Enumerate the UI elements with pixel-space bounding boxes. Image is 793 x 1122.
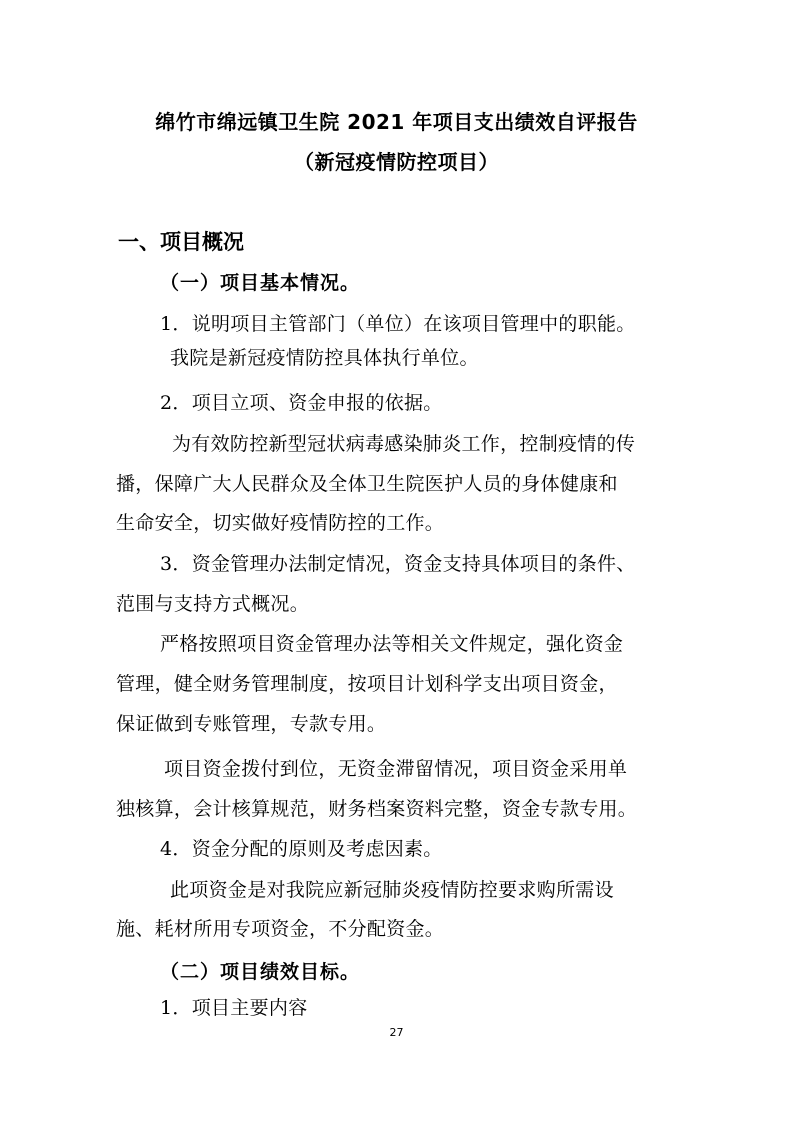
paragraph-line: 管理，健全财务管理制度，按项目计划科学支出项目资金， [116, 673, 618, 695]
paragraph-line: 4．资金分配的原则及考虑因素。 [160, 838, 443, 860]
paragraph-line: 项目资金拨付到位，无资金滞留情况，项目资金采用单 [164, 758, 628, 780]
report-title: 绵竹市绵远镇卫生院 2021 年项目支出绩效自评报告 [155, 110, 638, 134]
paragraph-line: 3．资金管理办法制定情况，资金支持具体项目的条件、 [160, 553, 636, 575]
paragraph-line: 独核算，会计核算规范，财务档案资料完整，资金专款专用。 [116, 798, 638, 820]
paragraph-line: 施、耗材所用专项资金，不分配资金。 [116, 918, 445, 940]
paragraph-line: 1．项目主要内容 [160, 997, 308, 1019]
section-heading-overview: 一、项目概况 [118, 230, 244, 254]
paragraph-line: 为有效防控新型冠状病毒感染肺炎工作，控制疫情的传 [172, 433, 636, 455]
report-subtitle: （新冠疫情防控项目） [294, 150, 499, 174]
paragraph-line: 生命安全，切实做好疫情防控的工作。 [116, 512, 445, 534]
paragraph-line: 范围与支持方式概况。 [116, 593, 310, 615]
subsection-heading-performance-goals: （二）项目绩效目标。 [160, 961, 361, 983]
paragraph-line: 1．说明项目主管部门（单位）在该项目管理中的职能。 [160, 313, 636, 335]
paragraph-line: 2．项目立项、资金申报的依据。 [160, 392, 443, 414]
paragraph-line: 此项资金是对我院应新冠肺炎疫情防控要求购所需设 [170, 879, 614, 901]
paragraph-line: 严格按照项目资金管理办法等相关文件规定，强化资金 [160, 633, 624, 655]
subsection-heading-basic-info: （一）项目基本情况。 [160, 272, 361, 294]
paragraph-line: 保证做到专账管理，专款专用。 [116, 713, 387, 735]
paragraph-line: 播，保障广大人民群众及全体卫生院医护人员的身体健康和 [116, 473, 618, 495]
paragraph-line: 我院是新冠疫情防控具体执行单位。 [170, 347, 479, 369]
page-number: 27 [389, 1026, 404, 1039]
